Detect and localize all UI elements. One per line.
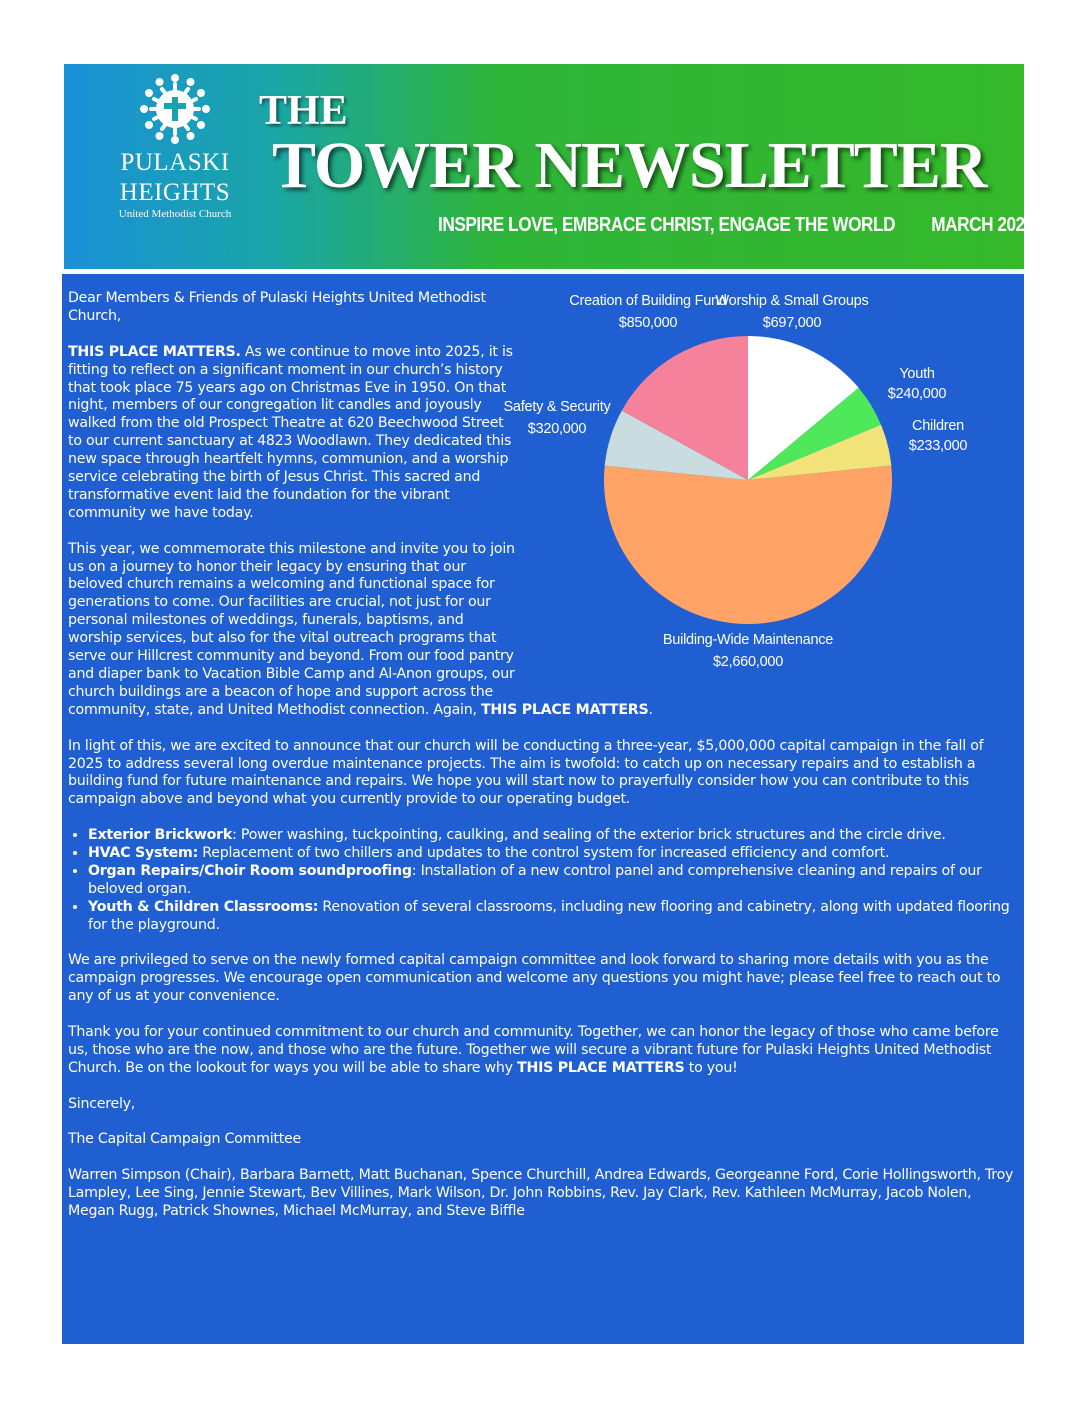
issue-date: MARCH 2025: [931, 214, 1034, 236]
paragraph-2-text: This year, we commemorate this milestone and invite you to join us on a journey to honor their legacy by ensuring that our beloved church remains a welcoming and functional space for generations to come. Our facilities are crucial, not just for our personal milestones of weddings, funerals, baptisms, and worship services, but also for the vital outreach programs that serve our Hillcrest community and beyond. From our food pantry and diaper bank to Vacation Bible Camp and Al-Anon groups, our church buildings are a beacon of hope and support across the community, state, and United Methodist connection. Again,: [68, 540, 515, 718]
list-item: [88, 863, 1018, 899]
project-title: Youth & Children Classrooms:: [88, 898, 319, 915]
greeting: Dear Members & Friends of Pulaski Heights United Methodist Church,: [68, 290, 486, 324]
project-title: HVAC System:: [88, 845, 198, 862]
place-matters-bold: THIS PLACE MATTERS: [480, 701, 649, 718]
slice-value-label: $2,660,000: [712, 654, 784, 670]
slice-value-label: $697,000: [762, 315, 822, 331]
project-title: Exterior Brickwork: [88, 827, 233, 844]
list-item: [88, 827, 1018, 845]
newsletter-title: TOWER NEWSLETTER: [272, 129, 987, 202]
letter-panel: [62, 274, 1024, 1344]
slice-label: Worship & Small Groups: [715, 293, 869, 309]
closing: Sincerely,: [68, 1095, 136, 1112]
church-logo: [100, 72, 250, 247]
list-item: [88, 899, 1018, 935]
slice-label: Youth: [899, 366, 935, 382]
slice-label: Children: [912, 418, 964, 434]
project-description: Renovation of several classrooms, including new flooring and cabinetry, along with updated flooring for the playground.: [88, 898, 1010, 933]
logo-subtitle: United Methodist Church: [118, 208, 232, 220]
title-the: THE: [259, 88, 348, 134]
project-list: [68, 827, 1018, 934]
slice-value-label: $233,000: [908, 438, 968, 454]
signature: The Capital Campaign Committee: [68, 1131, 301, 1148]
paragraph-3: In light of this, we are excited to announce that our church will be conducting a three-year, $5,000,000 capital campaign in the fall of 2025 to address several long overdue maintenance projects. The aim is twofold: to catch up on necessary repairs and to establish a building fund for future maintenance and repairs. We hope you will start now to prayerfully consider how you can contribute to this campaign above and beyond what you currently provide to our operating budget.: [68, 737, 984, 808]
church-logo-icon: [138, 72, 212, 146]
project-title: Organ Repairs/Choir Room soundproofing: [88, 862, 412, 879]
slice-label: Building-Wide Maintenance: [662, 632, 834, 648]
slice-value-label: $850,000: [618, 315, 678, 331]
pie-slice: [604, 466, 892, 624]
slice-label: Safety & Security: [503, 399, 611, 415]
tagline-text: INSPIRE LOVE, EMBRACE CHRIST, ENGAGE THE WORLD: [438, 214, 896, 236]
paragraph-2-end: .: [648, 701, 653, 718]
paragraph-5-end: to you!: [684, 1059, 738, 1076]
paragraph-1-text: As we continue to move into 2025, it is fitting to reflect on a significant moment in our church’s history that took place 75 years ago on Christmas Eve in 1950. On that night, members of our congregation lit candles and joyously walked from the old Prospect Theatre at 620 Beechwood Street to our current sanctuary at 4823 Woodlawn. They dedicated this new space through heartfelt hymns, communion, and a worship service celebrating the birth of Jesus Christ. This sacred and transformative event laid the foundation for the vibrant community we have today.: [68, 343, 513, 521]
place-matters-bold: THIS PLACE MATTERS: [517, 1059, 685, 1076]
tagline: [438, 212, 1034, 238]
slice-value-label: $320,000: [527, 421, 587, 437]
logo-name-line2: HEIGHTS: [119, 179, 231, 206]
project-description: : Power washing, tuckpointing, caulking, and sealing of the exterior brick structures and the circle drive.: [232, 827, 946, 844]
pie-chart-svg: [503, 284, 1018, 694]
place-matters-bold: THIS PLACE MATTERS.: [68, 343, 241, 360]
list-item: [88, 845, 1018, 863]
committee-members: Warren Simpson (Chair), Barbara Barnett, Matt Buchanan, Spence Churchill, Andrea Edwards, Georgeanne Ford, Corie Hollingsworth, Troy Lampley, Lee Sing, Jennie Stewart, Bev Villines, Mark Wilson, Dr. John Robbins, Rev. Jay Clark, Rev. Kathleen McMurray, Jacob Nolen, Megan Rugg, Patrick Shownes, Michael McMurray, and Steve Biffle: [68, 1167, 1014, 1220]
logo-name-line1: PULASKI: [120, 149, 230, 176]
paragraph-4: We are privileged to serve on the newly formed capital campaign committee and look forward to sharing more details with you as the campaign progresses. We encourage open communication and welcome any questions you might have; please feel free to reach out to any of us at your convenience.: [68, 952, 1001, 1005]
project-description: : Installation of a new control panel and comprehensive cleaning and repairs of our beloved organ.: [88, 862, 982, 897]
paragraph-5: [68, 1024, 1018, 1078]
letter-content: [68, 290, 1018, 1239]
slice-label: Creation of Building Fund: [569, 293, 727, 309]
slice-value-label: $240,000: [887, 386, 947, 402]
project-description: Replacement of two chillers and updates to the control system for increased efficiency and comfort.: [198, 845, 890, 862]
newsletter-header: [64, 64, 1034, 269]
campaign-pie-chart: [503, 284, 1018, 694]
paragraph-5-text: Thank you for your continued commitment to our church and community. Together, we can honor the legacy of those who came before us, those who are the now, and those who are the future. Together we will secure a vibrant future for Pulaski Heights United Methodist Church. Be on the lookout for ways you will be able to share why: [68, 1024, 999, 1076]
